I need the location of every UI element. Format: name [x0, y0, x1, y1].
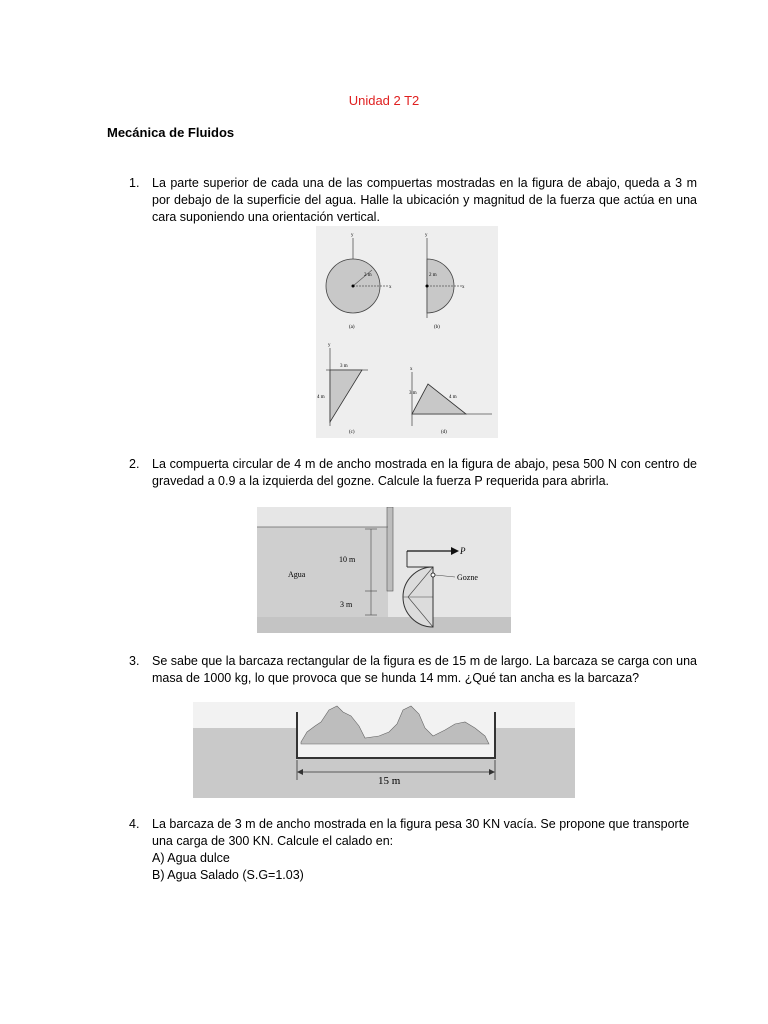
label-4m-c: 4 m	[317, 395, 325, 400]
problem-text: La compuerta circular de 4 m de ancho mostrada en la figura de abajo, pesa 500 N con centro de gravedad a 0.9 a la izquierda del gozne. Calcule la fuerza P requerida para abrirla.	[152, 457, 697, 488]
problem-text: La barcaza de 3 m de ancho mostrada en la figura pesa 30 KN vacía. Se propone que transporte una carga de 300 KN. Calcule el calado en:	[152, 817, 690, 848]
figure-gates	[316, 226, 498, 438]
barge-diagram	[193, 702, 575, 798]
problem-text: La parte superior de cada una de las compuertas mostradas en la figura de abajo, queda a 3 m por debajo de la superficie del agua. Halle la ubicación y magnitud de la fuerza que actúa en una cara suponiendo una orientación vertical.	[152, 176, 697, 224]
dim-10m: 10 m	[339, 555, 356, 564]
problem-number: 2.	[129, 457, 140, 471]
problem-number: 3.	[129, 654, 140, 668]
label-x-d: x	[410, 367, 413, 372]
label-x-a: x	[389, 285, 392, 290]
dim-3m: 3 m	[340, 600, 353, 609]
label-3m-d: 3 m	[409, 391, 417, 396]
label-y-a: y	[351, 233, 354, 238]
label-x-b: x	[462, 285, 465, 290]
circular-gate-diagram	[257, 507, 511, 633]
problem-number: 4.	[129, 817, 140, 831]
option-a: A) Agua dulce	[152, 851, 230, 865]
label-4m-d: 4 m	[449, 395, 457, 400]
gates-diagram	[316, 226, 498, 438]
figure-barge	[193, 702, 575, 798]
option-b: B) Agua Salado (S.G=1.03)	[152, 868, 304, 882]
length-label: 15 m	[378, 775, 401, 787]
problem-number: 1.	[129, 176, 140, 190]
label-a: (a)	[349, 325, 355, 330]
figure-circular-gate	[257, 507, 511, 633]
problem-text: Se sabe que la barcaza rectangular de la figura es de 15 m de largo. La barcaza se carga con una masa de 1000 kg, lo que provoca que se hunda 14 mm. ¿Qué tan ancha es la barcaza?	[152, 654, 697, 685]
label-2m-b: 2 m	[429, 273, 437, 278]
label-3m-c: 3 m	[340, 364, 348, 369]
label-b: (b)	[434, 325, 440, 330]
water-label: Agua	[288, 570, 306, 579]
label-d: (d)	[441, 430, 447, 435]
hinge-label: Gozne	[457, 573, 478, 582]
label-c: (c)	[349, 430, 355, 435]
label-y-b: y	[425, 233, 428, 238]
force-p-label: P	[460, 546, 466, 556]
page-subtitle: Mecánica de Fluidos	[107, 125, 235, 140]
label-y-c: y	[328, 343, 331, 348]
page-title: Unidad 2 T2	[348, 93, 420, 108]
label-2m-a: 2 m	[364, 273, 372, 278]
